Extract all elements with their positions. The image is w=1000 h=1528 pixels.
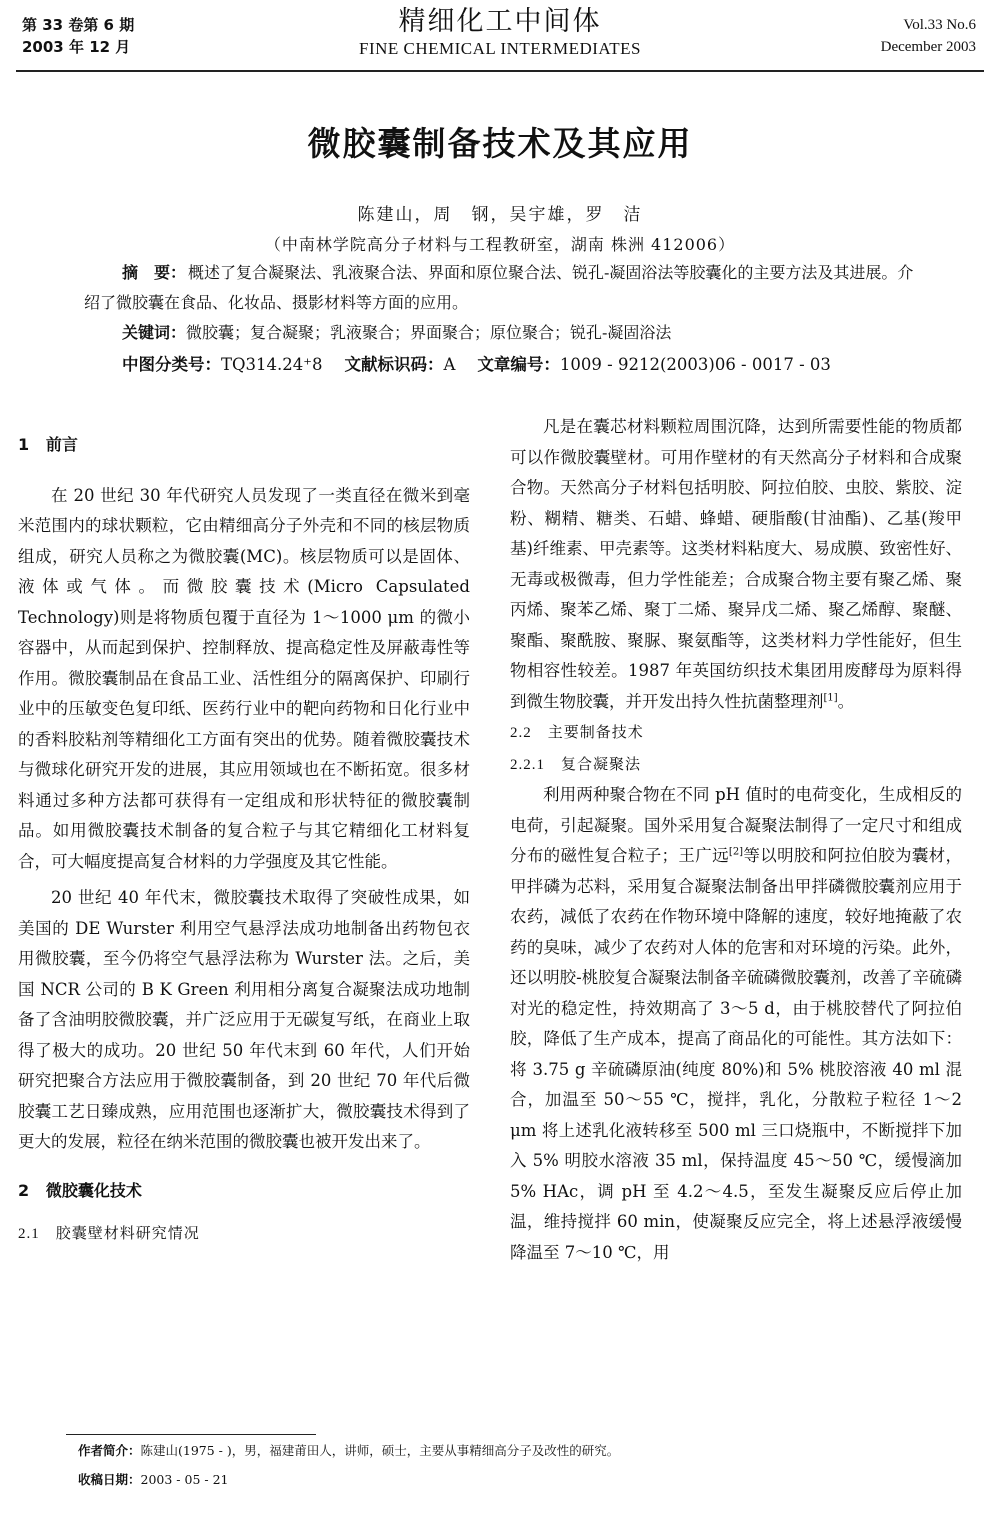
section-heading-1 [18, 430, 470, 461]
subsection-number: 2.2 [510, 725, 532, 741]
body-paragraph [510, 412, 962, 717]
subsection-title: 复合凝聚法 [561, 754, 642, 773]
subsection-number: 2.1 [18, 1226, 40, 1242]
paragraph-text: 等以明胶和阿拉伯胶为囊材，甲拌磷为芯料，采用复合凝聚法制备出甲拌磷微胶囊剂应用于农药，减低了农药在作物环境中降解的速度，较好地掩蔽了农药的臭味，减少了农药对人体的危害和对环境的污染。此外，还以明胶-桃胶复合凝聚法制备辛硫磷微胶囊剂，改善了辛硫磷对光的稳定性，持效期高了 3～5 d，由于桃胶替代了阿拉伯胶，降低了生产成本，提高了商品化的可能性。其方法如下：将 3.75 g 辛硫磷原油(纯度 80%)和 5% 桃胶溶液 40 ml 混合，加温至 50～55 ℃，搅拌，乳化，分散粒子粒径 1～2 μm 将上述乳化液转移至 500 ml 三口烧瓶中，不断搅拌下加入 5% 明胶水溶液 35 ml，保持温度 45～50 ℃，缓慢滴加 5% HAc，调 pH 至 4.2～4.5，至发生凝聚反应后停止加温，维持搅拌 60 min，使凝聚反应完全，将上述悬浮液缓慢降温至 7～10 ℃，用 [510, 846, 963, 1262]
article-id-value: 1009 - 9212(2003)06 - 0017 - 03 [559, 355, 831, 374]
subsection-heading-2-2-1 [510, 749, 962, 781]
article-affiliation: （中南林学院高分子材料与工程教研室，湖南 株洲 412006） [264, 235, 736, 254]
journal-name-cn: 精细化工中间体 [398, 6, 602, 37]
volume-en: Vol.33 No.6 [903, 17, 976, 33]
body-paragraph: 在 20 世纪 30 年代研究人员发现了一类直径在微米到毫米范围内的球状颗粒，它由精细高分子外壳和不同的核层物质组成，研究人员称之为微胶囊(MC)。核层物质可以是固体、液体或气体。而微胶囊技术(Micro Capsulated Technology)则是将物质包覆于直径为 1～1000 μm 的微小容器中，从而起到保护、控制释放、提高稳定性及屏蔽毒性等作用。微胶囊制品在食品工业、活性组分的隔离保护、印刷行业中的压敏变色复印纸、医药行业中的靶向药物和日化行业中的香料胶粘剂等精细化工方面有突出的优势。随着微胶囊技术与微球化研究开发的进展，其应用领域也在不断拓宽。很多材料通过多种方法都可获得有一定组成和形状特征的微胶囊制品。如用微胶囊技术制备的复合粒子与其它精细化工材料复合，可大幅度提高复合材料的力学强度及其它性能。 [18, 485, 470, 871]
journal-name-en: FINE CHEMICAL INTERMEDIATES [358, 39, 642, 58]
issue-info-en [881, 14, 976, 58]
subsection-title: 主要制备技术 [547, 723, 644, 741]
keywords-label: 关键词： [122, 323, 187, 342]
paragraph-text: 。 [837, 691, 855, 711]
abstract-label: 摘 要： [122, 263, 187, 282]
journal-name [300, 6, 700, 60]
author-bio-label: 作者简介： [78, 1443, 141, 1458]
date-cn: 2003 年 12 月 [22, 38, 131, 56]
article-title: 微胶囊制备技术及其应用 [307, 124, 693, 163]
paragraph-text: 利用两种聚合物在不同 pH 值时的电荷变化，生成相反的电荷，引起凝聚。国外采用复合凝聚法制得了一定尺寸和组成分布的磁性复合粒子；王广远 [510, 785, 962, 865]
classification-line [84, 350, 952, 380]
date-en: December 2003 [880, 39, 976, 55]
body-paragraph: 20 世纪 40 年代末，微胶囊技术取得了突破性成果，如美国的 DE Wurster 利用空气悬浮法成功地制备出药物包衣用微胶囊，至今仍将空气悬浮法称为 Wurster 法。之后，美国 NCR 公司的 B K Green 利用相分离复合凝聚法成功地制备了含油明胶微胶囊，并广泛应用于无碳复写纸，在商业上取得了极大的成功。20 世纪 50 年代末到 60 年代，人们开始研究把聚合方法应用于微胶囊制备，到 20 世纪 70 年代后微胶囊工艺日臻成熟，应用范围也逐渐扩大，微胶囊技术得到了更大的发展，粒径在纳米范围的微胶囊也被开发出来了。 [18, 888, 470, 1151]
section-title: 微胶囊化技术 [45, 1180, 142, 1200]
keywords [84, 318, 952, 348]
subsection-number: 2.2.1 [510, 756, 545, 773]
keywords-text: 微胶囊；复合凝聚；乳液聚合；界面聚合；原位聚合；锐孔-凝固浴法 [186, 323, 672, 342]
volume-cn: 第 33 卷第 6 期 [22, 16, 135, 34]
section-number: 2 [18, 1180, 30, 1200]
subsection-heading-2-1 [18, 1218, 470, 1250]
running-header [0, 0, 1000, 66]
footnote-rule [66, 1434, 316, 1435]
received-date [78, 1470, 228, 1490]
clc-value: TQ314.24⁺8 [221, 355, 323, 374]
citation-ref: [1] [823, 692, 838, 703]
right-column [510, 412, 962, 1268]
section-number: 1 [18, 435, 30, 454]
header-rule [16, 70, 984, 72]
citation-ref: [2] [728, 846, 744, 858]
subsection-title: 胶囊壁材料研究情况 [55, 1224, 200, 1242]
received-date-label: 收稿日期： [78, 1472, 141, 1487]
issue-info-cn [22, 14, 134, 58]
doc-code-label: 文献标识码： [344, 355, 444, 374]
body-paragraph [510, 780, 962, 1268]
clc-label: 中图分类号： [122, 355, 221, 374]
section-title: 前言 [45, 435, 78, 454]
doc-code-value: A [443, 355, 456, 374]
subsection-heading-2-2 [510, 717, 962, 749]
author-bio-text: 陈建山(1975 - )，男，福建莆田人，讲师，硕士，主要从事精细高分子及改性的研究。 [140, 1443, 620, 1458]
abstract-text: 概述了复合凝聚法、乳液聚合法、界面和原位聚合法、锐孔-凝固浴法等胶囊化的主要方法及其进展。介绍了微胶囊在食品、化妆品、摄影材料等方面的应用。 [84, 263, 914, 312]
article-id-label: 文章编号： [477, 355, 560, 374]
section-heading-2 [18, 1176, 470, 1207]
article-authors: 陈建山，周 钢，吴宇雄，罗 洁 [357, 205, 643, 225]
received-date-value: 2003 - 05 - 21 [140, 1472, 229, 1487]
author-bio [78, 1441, 619, 1461]
left-column [18, 412, 470, 1250]
abstract [84, 258, 914, 318]
paragraph-text: 凡是在囊芯材料颗粒周围沉降，达到所需要性能的物质都可以作微胶囊壁材。可用作壁材的有天然高分子材料和合成聚合物。天然高分子材料包括明胶、阿拉伯胶、虫胶、紫胶、淀粉、糊精、糖类、石蜡、蜂蜡、硬脂酸(甘油酯)、乙基(羧甲基)纤维素、甲壳素等。这类材料粘度大、易成膜、致密性好、无毒或极微毒，但力学性能差；合成聚合物主要有聚乙烯、聚丙烯、聚苯乙烯、聚丁二烯、聚异戊二烯、聚乙烯醇、聚醚、聚酯、聚酰胺、聚脲、聚氨酯等，这类材料力学性能好，但生物相容性较差。1987 年英国纺织技术集团用废酵母为原料得到微生物胶囊，并开发出持久性抗菌整理剂 [510, 417, 962, 711]
